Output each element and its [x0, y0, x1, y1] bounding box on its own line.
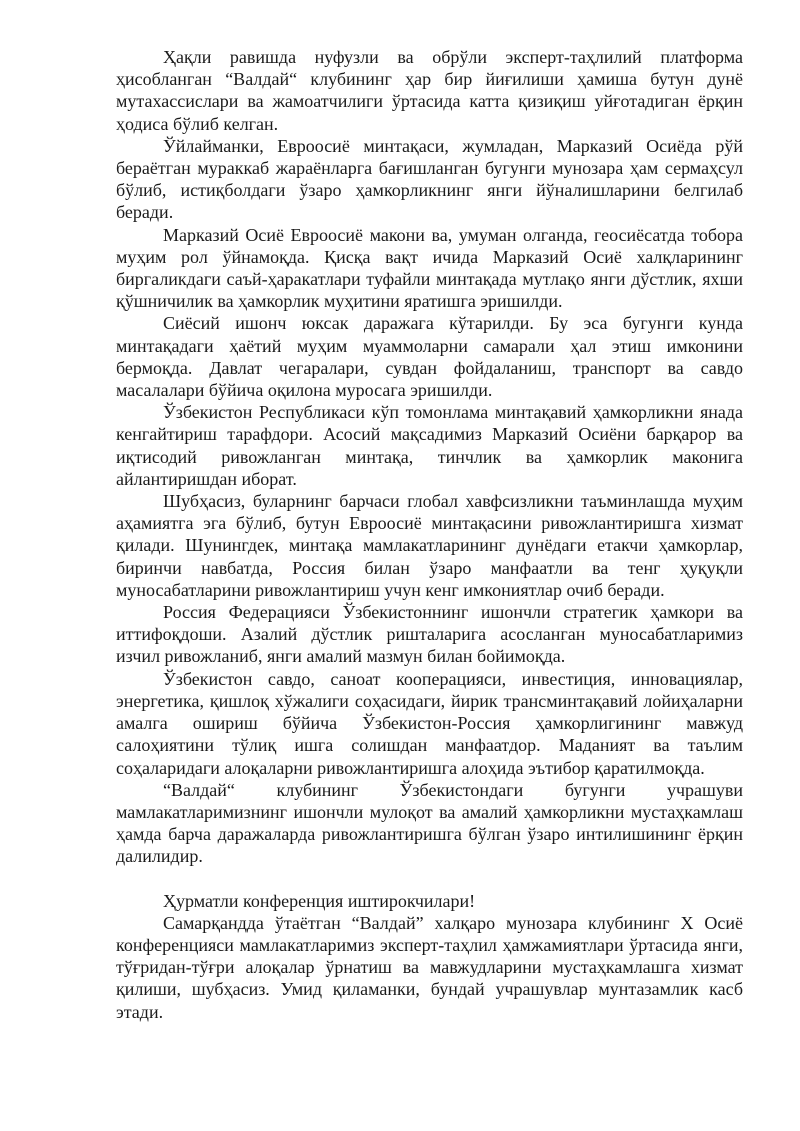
paragraph-uzbekistan-cooperation: Ўзбекистон Республикаси кўп томонлама минтақавий ҳамкорликни янада кенгайтириш тарафдори. Асосий мақсадимиз Марказий Осиёни барқарор ва иқтисодий ривожланган минтақа, тинчлик ва ҳамкорлик маконига айлантиришдан иборат. [116, 402, 743, 489]
paragraph-political-trust: Сиёсий ишонч юксак даражага кўтарилди. Бу эса бугунги кунда минтақадаги ҳаётий муҳим муаммоларни самарали ҳал этиш имконини бермоқда. Давлат чегаралари, сувдан фойдаланиш, транспорт ва савдо масалалари бўйича оқилона муросага эришилди. [116, 313, 743, 401]
paragraph-global-security: Шубҳасиз, буларнинг барчаси глобал хавфсизликни таъминлашда муҳим аҳамиятга эга бўлиб, бутун Евроосиё минтақасини ривожлантиришга хизмат қилади. Шунингдек, минтақа мамлакатларининг дунёдаги етакчи ҳамкорлар, биринчи навбатда, Россия билан ўзаро манфаатли ва тенг ҳуқуқли муносабатларини ривожлантириш учун кенг имкониятлар очиб беради. [116, 491, 743, 600]
paragraph-samarkand-conference: Самарқандда ўтаётган “Валдай” халқаро мунозара клубининг X Осиё конференцияси мамлакатларимиз эксперт-таҳлил ҳамжамиятлари ўртасида янги, тўғридан-тўғри алоқалар ўрнатиш ва мавжудларини мустаҳкамлашга хизмат қилиши, шубҳасиз. Умид қиламанки, бундай учрашувлар мунтазамлик касб этади. [116, 912, 743, 1022]
paragraph-valdai-meeting: “Валдай“ клубининг Ўзбекистондаги бугунги учрашуви мамлакатларимизнинг ишончли мулоқот ва амалий ҳамкорликни мустаҳкамлаш ҳамда барча даражаларда ривожлантиришга бўлган ўзаро интилишининг ёрқин далилидир. [116, 779, 743, 867]
paragraph-eurasia-discussion: Ўйлайманки, Евроосиё минтақаси, жумладан, Марказий Осиёда рўй бераётган мураккаб жараёнларга бағишланган бугунги мунозара ҳам сермаҳсул бўлиб, истиқболдаги ўзаро ҳамкорликнинг янги йўналишларини белгилаб беради. [116, 135, 743, 223]
blank-line [116, 868, 743, 890]
address-line: Ҳурматли конференция иштирокчилари! [163, 890, 476, 911]
paragraph-russia-partner: Россия Федерацияси Ўзбекистоннинг ишончли стратегик ҳамкори ва иттифоқдоши. Азалий дўстлик ришталарига асосланган муносабатларимиз изчил ривожланиб, янги амалий мазмун билан бойимоқда. [116, 602, 743, 667]
paragraph-economic-areas: Ўзбекистон савдо, саноат кооперацияси, инвестиция, инновациялар, энергетика, қишлоқ хўжалиги соҳасидаги, йирик трансминтақавий лойиҳаларни амалга ошириш бўйича Ўзбекистон-Россия ҳамкорлигининг мавжуд салоҳиятини тўлиқ ишга солишдан манфаатдор. Маданият ва таълим соҳаларидаги алоқаларни ривожлантиришга алоҳида эътибор қаратилмоқда. [116, 668, 743, 778]
paragraph-central-asia-role: Марказий Осиё Евроосиё макони ва, умуман олганда, геосиёсатда тобора муҳим рол ўйнамоқда. Қисқа вақт ичида Марказий Осиё халқларининг биргаликдаги саъй-ҳаракатлари туфайли минтақада мутлақо янги дўстлик, яхши қўшничилик ва ҳамкорлик муҳитини яратишга эришилди. [116, 224, 743, 312]
paragraph-valdai-intro: Ҳақли равишда нуфузли ва обрўли эксперт-таҳлилий платформа ҳисобланган “Валдай“ клубининг ҳар бир йиғилиши ҳамиша бутун дунё мутахассислари ва жамоатчилиги ўртасида катта қизиқиш уйғотадиган ёрқин ҳодиса бўлиб келган. [116, 47, 743, 134]
